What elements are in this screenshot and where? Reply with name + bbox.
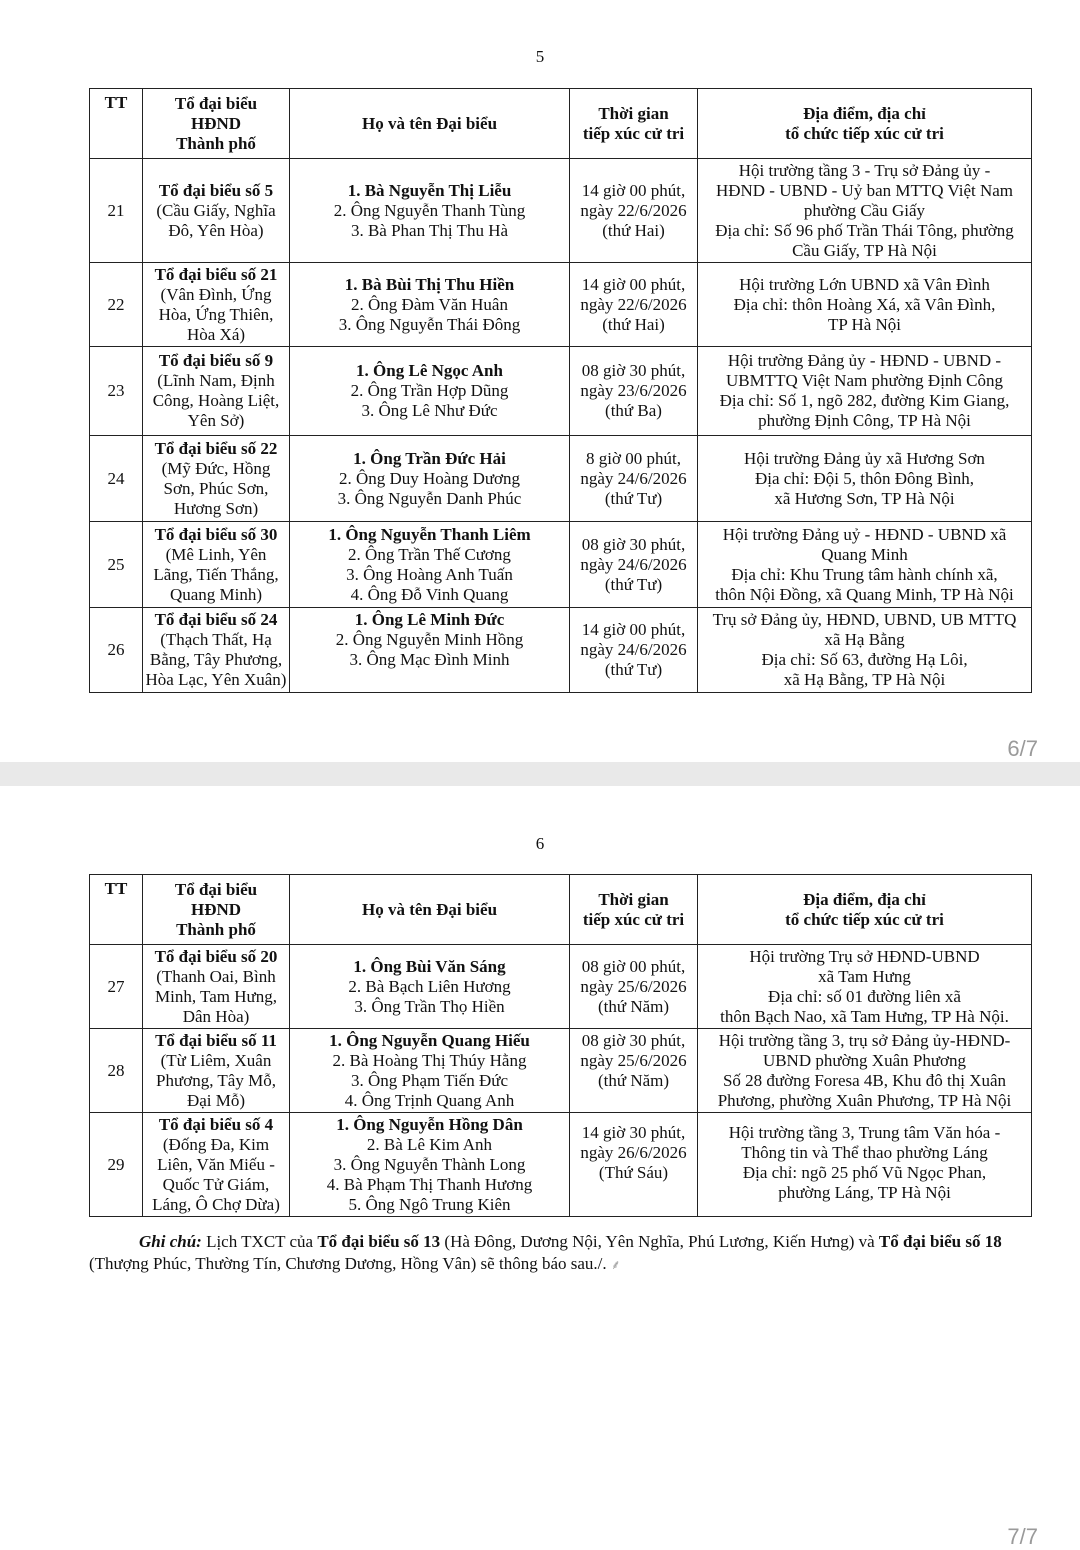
page-number: 5: [535, 47, 545, 66]
group-cell: Tổ đại biểu số 9 (Lĩnh Nam, Định Công, Hoàng Liệt, Yên Sở): [143, 347, 290, 436]
place-cell: Trụ sở Đảng ủy, HĐND, UBND, UB MTTQ xã Hạ Bằng Địa chỉ: Số 63, đường Hạ Lôi, xã Hạ Bằng, TP Hà Nội: [698, 608, 1032, 693]
header-time: Thời gian tiếp xúc cử tri: [570, 89, 698, 159]
group-cell: Tổ đại biểu số 11 (Từ Liêm, Xuân Phương, Tây Mỗ, Đại Mỗ): [143, 1029, 290, 1113]
header-tt: TT: [90, 875, 143, 945]
time-cell: 14 giờ 00 phút, ngày 22/6/2026 (thứ Hai): [570, 159, 698, 263]
names-cell: 1. Ông Bùi Văn Sáng 2. Bà Bạch Liên Hương 3. Ông Trần Thọ Hiền: [290, 945, 570, 1029]
names-cell: 1. Ông Trần Đức Hải 2. Ông Duy Hoàng Dương 3. Ông Nguyễn Danh Phúc: [290, 436, 570, 522]
place-cell: Hội trường Lớn UBND xã Vân Đình Địa chỉ: thôn Hoàng Xá, xã Vân Đình, TP Hà Nội: [698, 263, 1032, 347]
time-cell: 08 giờ 30 phút, ngày 25/6/2026 (thứ Năm): [570, 1029, 698, 1113]
time-cell: 08 giờ 30 phút, ngày 23/6/2026 (thứ Ba): [570, 347, 698, 436]
group-cell: Tổ đại biểu số 21 (Vân Đình, Ứng Hòa, Ứng Thiên, Hòa Xá): [143, 263, 290, 347]
table-header-row: [90, 875, 1032, 945]
table-row: 29 Tổ đại biểu số 4 (Đống Đa, Kim Liên, Văn Miếu - Quốc Tử Giám, Láng, Ô Chợ Dừa) 1. Ông Nguyễn Hồng Dân 2. Bà Lê Kim Anh 3. Ông Nguyễn Thành Long 4. Bà Phạm Thị Thanh Hương 5. Ông Ngô Trung Kiên 14 giờ 30 phút, ngày 26/6/2026 (Thứ Sáu) Hội trường tầng 3, Trung tâm Văn hóa - Thông tin và Thể thao phường Láng Địa chỉ: ngõ 25 phố Vũ Ngọc Phan, phường Láng, TP Hà Nội: [90, 1113, 1032, 1217]
schedule-table: [89, 88, 1032, 693]
names-cell: 1. Ông Nguyễn Quang Hiếu 2. Bà Hoàng Thị Thúy Hằng 3. Ông Phạm Tiến Đức 4. Ông Trịnh Quang Anh: [290, 1029, 570, 1113]
names-cell: 1. Ông Lê Minh Đức 2. Ông Nguyễn Minh Hồng 3. Ông Mạc Đình Minh: [290, 608, 570, 693]
table-row: 27 Tổ đại biểu số 20 (Thanh Oai, Bình Minh, Tam Hưng, Dân Hòa) 1. Ông Bùi Văn Sáng 2. Bà Bạch Liên Hương 3. Ông Trần Thọ Hiền 08 giờ 00 phút, ngày 25/6/2026 (thứ Năm) Hội trường Trụ sở HĐND-UBND xã Tam Hưng Địa chỉ: số 01 đường liên xã thôn Bạch Nao, xã Tam Hưng, TP Hà Nội.: [90, 945, 1032, 1029]
place-cell: Hội trường tầng 3, Trung tâm Văn hóa - Thông tin và Thể thao phường Láng Địa chỉ: ngõ 25 phố Vũ Ngọc Phan, phường Láng, TP Hà Nội: [698, 1113, 1032, 1217]
group-cell: Tổ đại biểu số 20 (Thanh Oai, Bình Minh, Tam Hưng, Dân Hòa): [143, 945, 290, 1029]
time-cell: 14 giờ 00 phút, ngày 22/6/2026 (thứ Hai): [570, 263, 698, 347]
header-place: Địa điểm, địa chỉ tổ chức tiếp xúc cử tri: [698, 89, 1032, 159]
place-cell: Hội trường tầng 3, trụ sở Đảng ủy-HĐND- UBND phường Xuân Phương Số 28 đường Foresa 4B, Khu đô thị Xuân Phương, phường Xuân Phương, TP Hà Nội: [698, 1029, 1032, 1113]
place-cell: Hội trường Đảng uỷ - HĐND - UBND xã Quang Minh Địa chỉ: Khu Trung tâm hành chính xã, thôn Nội Đồng, xã Quang Minh, TP Hà Nội: [698, 522, 1032, 608]
names-cell: 1. Bà Bùi Thị Thu Hiền 2. Ông Đàm Văn Huân 3. Ông Nguyễn Thái Đông: [290, 263, 570, 347]
table-row: 21 Tổ đại biểu số 5 (Cầu Giấy, Nghĩa Đô, Yên Hòa) 1. Bà Nguyễn Thị Liễu 2. Ông Nguyễn Thanh Tùng 3. Bà Phan Thị Thu Hà 14 giờ 00 phút, ngày 22/6/2026 (thứ Hai) Hội trường tầng 3 - Trụ sở Đảng ủy - HĐND - UBND - Uỷ ban MTTQ Việt Nam phường Cầu Giấy Địa chỉ: Số 96 phố Trần Thái Tông, phường Cầu Giấy, TP Hà Nội: [90, 159, 1032, 263]
group-cell: Tổ đại biểu số 24 (Thạch Thất, Hạ Bằng, Tây Phương, Hòa Lạc, Yên Xuân): [143, 608, 290, 693]
names-cell: 1. Ông Lê Ngọc Anh 2. Ông Trần Hợp Dũng 3. Ông Lê Như Đức: [290, 347, 570, 436]
page-counter: 6/7: [1007, 736, 1038, 761]
footnote-label: Ghi chú:: [139, 1232, 202, 1251]
header-names: Họ và tên Đại biểu: [290, 875, 570, 945]
time-cell: 8 giờ 00 phút, ngày 24/6/2026 (thứ Tư): [570, 436, 698, 522]
header-place: Địa điểm, địa chỉ tổ chức tiếp xúc cử tri: [698, 875, 1032, 945]
schedule-table: [89, 874, 1032, 1217]
page-counter: 7/7: [1007, 1524, 1038, 1549]
header-tt: TT: [90, 89, 143, 159]
table-row: 25 Tổ đại biểu số 30 (Mê Linh, Yên Lãng, Tiến Thắng, Quang Minh) 1. Ông Nguyễn Thanh Liêm 2. Ông Trần Thế Cương 3. Ông Hoàng Anh Tuấn 4. Ông Đỗ Vinh Quang 08 giờ 30 phút, ngày 24/6/2026 (thứ Tư) Hội trường Đảng uỷ - HĐND - UBND xã Quang Minh Địa chỉ: Khu Trung tâm hành chính xã, thôn Nội Đồng, xã Quang Minh, TP Hà Nội: [90, 522, 1032, 608]
page-number: 6: [535, 834, 545, 853]
place-cell: Hội trường Đảng ủy xã Hương Sơn Địa chỉ: Đội 5, thôn Đông Bình, xã Hương Sơn, TP Hà Nội: [698, 436, 1032, 522]
names-cell: 1. Ông Nguyễn Thanh Liêm 2. Ông Trần Thế Cương 3. Ông Hoàng Anh Tuấn 4. Ông Đỗ Vinh Quang: [290, 522, 570, 608]
table-row: 22 Tổ đại biểu số 21 (Vân Đình, Ứng Hòa, Ứng Thiên, Hòa Xá) 1. Bà Bùi Thị Thu Hiền 2. Ông Đàm Văn Huân 3. Ông Nguyễn Thái Đông 14 giờ 00 phút, ngày 22/6/2026 (thứ Hai) Hội trường Lớn UBND xã Vân Đình Địa chỉ: thôn Hoàng Xá, xã Vân Đình, TP Hà Nội: [90, 263, 1032, 347]
time-cell: 14 giờ 30 phút, ngày 26/6/2026 (Thứ Sáu): [570, 1113, 698, 1217]
group-cell: Tổ đại biểu số 5 (Cầu Giấy, Nghĩa Đô, Yên Hòa): [143, 159, 290, 263]
group-cell: Tổ đại biểu số 22 (Mỹ Đức, Hồng Sơn, Phúc Sơn, Hương Sơn): [143, 436, 290, 522]
time-cell: 14 giờ 00 phút, ngày 24/6/2026 (thứ Tư): [570, 608, 698, 693]
group-cell: Tổ đại biểu số 4 (Đống Đa, Kim Liên, Văn Miếu - Quốc Tử Giám, Láng, Ô Chợ Dừa): [143, 1113, 290, 1217]
header-group: Tổ đại biểu HĐND Thành phố: [143, 89, 290, 159]
document-page-6: [0, 786, 1080, 1548]
names-cell: 1. Bà Nguyễn Thị Liễu 2. Ông Nguyễn Thanh Tùng 3. Bà Phan Thị Thu Hà: [290, 159, 570, 263]
initial-mark: ⸙: [610, 1257, 621, 1272]
table-row: 26 Tổ đại biểu số 24 (Thạch Thất, Hạ Bằng, Tây Phương, Hòa Lạc, Yên Xuân) 1. Ông Lê Minh Đức 2. Ông Nguyễn Minh Hồng 3. Ông Mạc Đình Minh 14 giờ 00 phút, ngày 24/6/2026 (thứ Tư) Trụ sở Đảng ủy, HĐND, UBND, UB MTTQ xã Hạ Bằng Địa chỉ: Số 63, đường Hạ Lôi, xã Hạ Bằng, TP Hà Nội: [90, 608, 1032, 693]
time-cell: 08 giờ 00 phút, ngày 25/6/2026 (thứ Năm): [570, 945, 698, 1029]
table-row: 23 Tổ đại biểu số 9 (Lĩnh Nam, Định Công, Hoàng Liệt, Yên Sở) 1. Ông Lê Ngọc Anh 2. Ông Trần Hợp Dũng 3. Ông Lê Như Đức 08 giờ 30 phút, ngày 23/6/2026 (thứ Ba) Hội trường Đảng ủy - HĐND - UBND - UBMTTQ Việt Nam phường Định Công Địa chỉ: Số 1, ngõ 282, đường Kim Giang, phường Định Công, TP Hà Nội: [90, 347, 1032, 436]
place-cell: Hội trường Trụ sở HĐND-UBND xã Tam Hưng Địa chỉ: số 01 đường liên xã thôn Bạch Nao, xã Tam Hưng, TP Hà Nội.: [698, 945, 1032, 1029]
header-time: Thời gian tiếp xúc cử tri: [570, 875, 698, 945]
table-row: 24 Tổ đại biểu số 22 (Mỹ Đức, Hồng Sơn, Phúc Sơn, Hương Sơn) 1. Ông Trần Đức Hải 2. Ông Duy Hoàng Dương 3. Ông Nguyễn Danh Phúc 8 giờ 00 phút, ngày 24/6/2026 (thứ Tư) Hội trường Đảng ủy xã Hương Sơn Địa chỉ: Đội 5, thôn Đông Bình, xã Hương Sơn, TP Hà Nội: [90, 436, 1032, 522]
page-separator: [0, 762, 1080, 786]
place-cell: Hội trường Đảng ủy - HĐND - UBND - UBMTTQ Việt Nam phường Định Công Địa chỉ: Số 1, ngõ 282, đường Kim Giang, phường Định Công, TP Hà Nội: [698, 347, 1032, 436]
table-row: 28 Tổ đại biểu số 11 (Từ Liêm, Xuân Phương, Tây Mỗ, Đại Mỗ) 1. Ông Nguyễn Quang Hiếu 2. Bà Hoàng Thị Thúy Hằng 3. Ông Phạm Tiến Đức 4. Ông Trịnh Quang Anh 08 giờ 30 phút, ngày 25/6/2026 (thứ Năm) Hội trường tầng 3, trụ sở Đảng ủy-HĐND- UBND phường Xuân Phương Số 28 đường Foresa 4B, Khu đô thị Xuân Phương, phường Xuân Phương, TP Hà Nội: [90, 1029, 1032, 1113]
place-cell: Hội trường tầng 3 - Trụ sở Đảng ủy - HĐND - UBND - Uỷ ban MTTQ Việt Nam phường Cầu Giấy Địa chỉ: Số 96 phố Trần Thái Tông, phường Cầu Giấy, TP Hà Nội: [698, 159, 1032, 263]
footnote: Ghi chú: Lịch TXCT của Tổ đại biểu số 13 (Hà Đông, Dương Nội, Yên Nghĩa, Phú Lương, Kiến Hưng) và Tổ đại biểu số 18 (Thượng Phúc, Thường Tín, Chương Dương, Hồng Vân) sẽ thông báo sau./. ⸙: [89, 1232, 1002, 1273]
document-page-5: [0, 0, 1080, 762]
header-group: Tổ đại biểu HĐND Thành phố: [143, 875, 290, 945]
names-cell: 1. Ông Nguyễn Hồng Dân 2. Bà Lê Kim Anh 3. Ông Nguyễn Thành Long 4. Bà Phạm Thị Thanh Hương 5. Ông Ngô Trung Kiên: [290, 1113, 570, 1217]
time-cell: 08 giờ 30 phút, ngày 24/6/2026 (thứ Tư): [570, 522, 698, 608]
header-names: Họ và tên Đại biểu: [290, 89, 570, 159]
group-cell: Tổ đại biểu số 30 (Mê Linh, Yên Lãng, Tiến Thắng, Quang Minh): [143, 522, 290, 608]
table-header-row: [90, 89, 1032, 159]
